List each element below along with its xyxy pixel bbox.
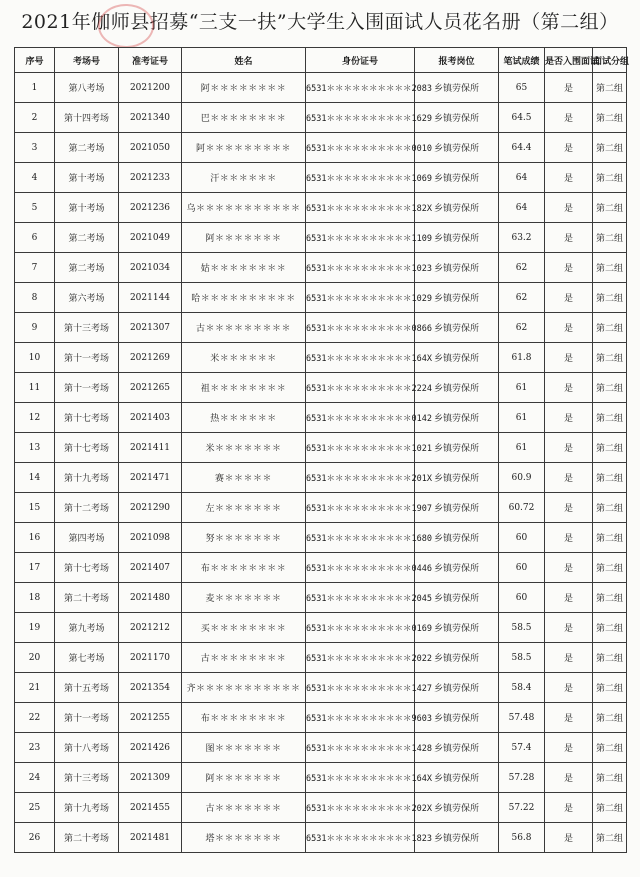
cell-id-no: 6531＊＊＊＊＊＊＊＊＊＊0169 <box>306 613 415 643</box>
cell-shortlisted: 是 <box>545 613 593 643</box>
col-header-group: 面试分组 <box>593 48 627 73</box>
cell-name: 布＊＊＊＊＊＊＊＊ <box>182 703 306 733</box>
cell-score: 60.72 <box>499 493 545 523</box>
cell-group: 第二组 <box>593 643 627 673</box>
cell-name: 赛＊＊＊＊＊ <box>182 463 306 493</box>
cell-name: 乌＊＊＊＊＊＊＊＊＊＊＊ <box>182 193 306 223</box>
cell-exam-room: 第十九考场 <box>55 463 119 493</box>
col-header-exam-room: 考场号 <box>55 48 119 73</box>
cell-exam-room: 第八考场 <box>55 73 119 103</box>
cell-ticket-no: 2021049 <box>119 223 182 253</box>
cell-position: 乡镇劳保所 <box>415 583 499 613</box>
cell-id-no: 6531＊＊＊＊＊＊＊＊＊＊202X <box>306 793 415 823</box>
table-row <box>15 223 627 253</box>
cell-score: 60.9 <box>499 463 545 493</box>
cell-position: 乡镇劳保所 <box>415 253 499 283</box>
cell-ticket-no: 2021200 <box>119 73 182 103</box>
cell-score: 58.5 <box>499 613 545 643</box>
cell-shortlisted: 是 <box>545 763 593 793</box>
table-row <box>15 763 627 793</box>
cell-shortlisted: 是 <box>545 163 593 193</box>
cell-ticket-no: 2021265 <box>119 373 182 403</box>
cell-ticket-no: 2021233 <box>119 163 182 193</box>
cell-id-no: 6531＊＊＊＊＊＊＊＊＊＊201X <box>306 463 415 493</box>
cell-score: 64.5 <box>499 103 545 133</box>
official-seal-icon <box>98 4 154 48</box>
cell-id-no: 6531＊＊＊＊＊＊＊＊＊＊1069 <box>306 163 415 193</box>
cell-exam-room: 第十一考场 <box>55 343 119 373</box>
cell-id-no: 6531＊＊＊＊＊＊＊＊＊＊164X <box>306 343 415 373</box>
cell-name: 努＊＊＊＊＊＊＊ <box>182 523 306 553</box>
cell-score: 62 <box>499 283 545 313</box>
cell-id-no: 6531＊＊＊＊＊＊＊＊＊＊2224 <box>306 373 415 403</box>
cell-position: 乡镇劳保所 <box>415 763 499 793</box>
cell-shortlisted: 是 <box>545 193 593 223</box>
cell-shortlisted: 是 <box>545 73 593 103</box>
cell-position: 乡镇劳保所 <box>415 403 499 433</box>
cell-ticket-no: 2021034 <box>119 253 182 283</box>
cell-index: 23 <box>15 733 55 763</box>
cell-exam-room: 第四考场 <box>55 523 119 553</box>
cell-score: 63.2 <box>499 223 545 253</box>
cell-ticket-no: 2021407 <box>119 553 182 583</box>
cell-position: 乡镇劳保所 <box>415 73 499 103</box>
cell-position: 乡镇劳保所 <box>415 493 499 523</box>
cell-score: 56.8 <box>499 823 545 853</box>
cell-name: 米＊＊＊＊＊＊ <box>182 343 306 373</box>
col-header-position: 报考岗位 <box>415 48 499 73</box>
cell-ticket-no: 2021290 <box>119 493 182 523</box>
cell-exam-room: 第十九考场 <box>55 793 119 823</box>
cell-index: 15 <box>15 493 55 523</box>
cell-position: 乡镇劳保所 <box>415 343 499 373</box>
cell-exam-room: 第十五考场 <box>55 673 119 703</box>
cell-name: 布＊＊＊＊＊＊＊＊ <box>182 553 306 583</box>
cell-score: 58.5 <box>499 643 545 673</box>
cell-shortlisted: 是 <box>545 553 593 583</box>
cell-id-no: 6531＊＊＊＊＊＊＊＊＊＊0866 <box>306 313 415 343</box>
cell-group: 第二组 <box>593 613 627 643</box>
cell-score: 65 <box>499 73 545 103</box>
cell-name: 买＊＊＊＊＊＊＊＊ <box>182 613 306 643</box>
cell-position: 乡镇劳保所 <box>415 523 499 553</box>
table-row <box>15 193 627 223</box>
cell-group: 第二组 <box>593 313 627 343</box>
cell-exam-room: 第十四考场 <box>55 103 119 133</box>
cell-position: 乡镇劳保所 <box>415 643 499 673</box>
cell-position: 乡镇劳保所 <box>415 433 499 463</box>
cell-group: 第二组 <box>593 343 627 373</box>
cell-score: 64.4 <box>499 133 545 163</box>
col-header-name: 姓名 <box>182 48 306 73</box>
col-header-index: 序号 <box>15 48 55 73</box>
table-row <box>15 283 627 313</box>
cell-index: 19 <box>15 613 55 643</box>
cell-shortlisted: 是 <box>545 703 593 733</box>
table-row <box>15 523 627 553</box>
cell-index: 26 <box>15 823 55 853</box>
cell-shortlisted: 是 <box>545 583 593 613</box>
table-row <box>15 433 627 463</box>
cell-exam-room: 第十八考场 <box>55 733 119 763</box>
cell-ticket-no: 2021411 <box>119 433 182 463</box>
cell-ticket-no: 2021471 <box>119 463 182 493</box>
cell-position: 乡镇劳保所 <box>415 613 499 643</box>
cell-id-no: 6531＊＊＊＊＊＊＊＊＊＊164X <box>306 763 415 793</box>
cell-exam-room: 第十一考场 <box>55 373 119 403</box>
cell-id-no: 6531＊＊＊＊＊＊＊＊＊＊1629 <box>306 103 415 133</box>
cell-shortlisted: 是 <box>545 253 593 283</box>
cell-name: 左＊＊＊＊＊＊＊ <box>182 493 306 523</box>
cell-shortlisted: 是 <box>545 133 593 163</box>
cell-score: 57.28 <box>499 763 545 793</box>
cell-group: 第二组 <box>593 523 627 553</box>
cell-position: 乡镇劳保所 <box>415 193 499 223</box>
cell-shortlisted: 是 <box>545 223 593 253</box>
table-row <box>15 733 627 763</box>
cell-ticket-no: 2021236 <box>119 193 182 223</box>
table-row <box>15 73 627 103</box>
col-header-ticket-no: 准考证号 <box>119 48 182 73</box>
cell-exam-room: 第七考场 <box>55 643 119 673</box>
cell-exam-room: 第十二考场 <box>55 493 119 523</box>
page-title: 2021年伽师县招募“三支一扶”大学生入围面试人员花名册（第二组） <box>21 11 619 33</box>
cell-group: 第二组 <box>593 463 627 493</box>
cell-ticket-no: 2021098 <box>119 523 182 553</box>
cell-position: 乡镇劳保所 <box>415 133 499 163</box>
cell-index: 20 <box>15 643 55 673</box>
cell-index: 14 <box>15 463 55 493</box>
cell-name: 汗＊＊＊＊＊＊ <box>182 163 306 193</box>
cell-group: 第二组 <box>593 793 627 823</box>
cell-group: 第二组 <box>593 283 627 313</box>
cell-name: 阿＊＊＊＊＊＊＊＊＊ <box>182 133 306 163</box>
cell-group: 第二组 <box>593 253 627 283</box>
cell-position: 乡镇劳保所 <box>415 313 499 343</box>
cell-group: 第二组 <box>593 133 627 163</box>
cell-ticket-no: 2021255 <box>119 703 182 733</box>
roster-table <box>14 47 630 853</box>
cell-score: 57.22 <box>499 793 545 823</box>
cell-ticket-no: 2021340 <box>119 103 182 133</box>
cell-ticket-no: 2021269 <box>119 343 182 373</box>
cell-name: 麦＊＊＊＊＊＊＊ <box>182 583 306 613</box>
cell-score: 64 <box>499 163 545 193</box>
cell-name: 古＊＊＊＊＊＊＊＊＊ <box>182 313 306 343</box>
cell-id-no: 6531＊＊＊＊＊＊＊＊＊＊1823 <box>306 823 415 853</box>
cell-score: 60 <box>499 523 545 553</box>
table-row <box>15 553 627 583</box>
cell-id-no: 6531＊＊＊＊＊＊＊＊＊＊0010 <box>306 133 415 163</box>
col-header-shortlisted: 是否入围面试 <box>545 48 593 73</box>
cell-exam-room: 第二十考场 <box>55 823 119 853</box>
cell-ticket-no: 2021403 <box>119 403 182 433</box>
col-header-id-no: 身份证号 <box>306 48 415 73</box>
cell-index: 16 <box>15 523 55 553</box>
cell-group: 第二组 <box>593 193 627 223</box>
cell-ticket-no: 2021480 <box>119 583 182 613</box>
table-row <box>15 643 627 673</box>
cell-index: 6 <box>15 223 55 253</box>
cell-ticket-no: 2021307 <box>119 313 182 343</box>
cell-name: 古＊＊＊＊＊＊＊ <box>182 793 306 823</box>
cell-group: 第二组 <box>593 223 627 253</box>
cell-ticket-no: 2021170 <box>119 643 182 673</box>
cell-id-no: 6531＊＊＊＊＊＊＊＊＊＊1029 <box>306 283 415 313</box>
cell-id-no: 6531＊＊＊＊＊＊＊＊＊＊1109 <box>306 223 415 253</box>
cell-score: 61.8 <box>499 343 545 373</box>
col-header-score: 笔试成绩 <box>499 48 545 73</box>
cell-name: 阿＊＊＊＊＊＊＊ <box>182 763 306 793</box>
cell-group: 第二组 <box>593 103 627 133</box>
cell-exam-room: 第二考场 <box>55 133 119 163</box>
table-row <box>15 373 627 403</box>
cell-index: 18 <box>15 583 55 613</box>
cell-index: 22 <box>15 703 55 733</box>
cell-name: 阿＊＊＊＊＊＊＊ <box>182 223 306 253</box>
cell-exam-room: 第十考场 <box>55 193 119 223</box>
cell-position: 乡镇劳保所 <box>415 733 499 763</box>
cell-name: 姑＊＊＊＊＊＊＊＊ <box>182 253 306 283</box>
cell-ticket-no: 2021354 <box>119 673 182 703</box>
cell-shortlisted: 是 <box>545 343 593 373</box>
cell-index: 10 <box>15 343 55 373</box>
cell-id-no: 6531＊＊＊＊＊＊＊＊＊＊0446 <box>306 553 415 583</box>
cell-position: 乡镇劳保所 <box>415 283 499 313</box>
cell-index: 5 <box>15 193 55 223</box>
cell-ticket-no: 2021426 <box>119 733 182 763</box>
table-row <box>15 793 627 823</box>
cell-name: 祖＊＊＊＊＊＊＊＊ <box>182 373 306 403</box>
cell-group: 第二组 <box>593 163 627 193</box>
cell-index: 12 <box>15 403 55 433</box>
cell-group: 第二组 <box>593 373 627 403</box>
cell-group: 第二组 <box>593 673 627 703</box>
cell-shortlisted: 是 <box>545 373 593 403</box>
table-row <box>15 613 627 643</box>
cell-exam-room: 第二考场 <box>55 253 119 283</box>
cell-shortlisted: 是 <box>545 673 593 703</box>
cell-group: 第二组 <box>593 583 627 613</box>
cell-group: 第二组 <box>593 733 627 763</box>
cell-index: 8 <box>15 283 55 313</box>
cell-id-no: 6531＊＊＊＊＊＊＊＊＊＊1907 <box>306 493 415 523</box>
table-row <box>15 343 627 373</box>
cell-exam-room: 第九考场 <box>55 613 119 643</box>
cell-position: 乡镇劳保所 <box>415 103 499 133</box>
table-row <box>15 493 627 523</box>
cell-exam-room: 第十七考场 <box>55 553 119 583</box>
cell-exam-room: 第十一考场 <box>55 703 119 733</box>
cell-index: 9 <box>15 313 55 343</box>
cell-id-no: 6531＊＊＊＊＊＊＊＊＊＊0142 <box>306 403 415 433</box>
cell-exam-room: 第十七考场 <box>55 403 119 433</box>
cell-id-no: 6531＊＊＊＊＊＊＊＊＊＊1021 <box>306 433 415 463</box>
table-row <box>15 583 627 613</box>
cell-name: 热＊＊＊＊＊＊ <box>182 403 306 433</box>
cell-name: 哈＊＊＊＊＊＊＊＊＊＊ <box>182 283 306 313</box>
cell-index: 7 <box>15 253 55 283</box>
cell-ticket-no: 2021050 <box>119 133 182 163</box>
cell-shortlisted: 是 <box>545 523 593 553</box>
cell-group: 第二组 <box>593 433 627 463</box>
cell-index: 21 <box>15 673 55 703</box>
cell-exam-room: 第十三考场 <box>55 313 119 343</box>
cell-score: 64 <box>499 193 545 223</box>
cell-score: 57.48 <box>499 703 545 733</box>
cell-index: 1 <box>15 73 55 103</box>
cell-id-no: 6531＊＊＊＊＊＊＊＊＊＊2083 <box>306 73 415 103</box>
cell-position: 乡镇劳保所 <box>415 793 499 823</box>
cell-index: 2 <box>15 103 55 133</box>
cell-score: 58.4 <box>499 673 545 703</box>
cell-ticket-no: 2021481 <box>119 823 182 853</box>
cell-index: 17 <box>15 553 55 583</box>
cell-shortlisted: 是 <box>545 733 593 763</box>
table-row <box>15 673 627 703</box>
cell-name: 米＊＊＊＊＊＊＊ <box>182 433 306 463</box>
cell-id-no: 6531＊＊＊＊＊＊＊＊＊＊2045 <box>306 583 415 613</box>
cell-score: 62 <box>499 253 545 283</box>
cell-index: 4 <box>15 163 55 193</box>
cell-shortlisted: 是 <box>545 313 593 343</box>
cell-position: 乡镇劳保所 <box>415 373 499 403</box>
cell-shortlisted: 是 <box>545 103 593 133</box>
cell-group: 第二组 <box>593 553 627 583</box>
cell-group: 第二组 <box>593 763 627 793</box>
cell-shortlisted: 是 <box>545 433 593 463</box>
table-row <box>15 163 627 193</box>
cell-position: 乡镇劳保所 <box>415 673 499 703</box>
table-header-row <box>15 48 627 73</box>
cell-ticket-no: 2021455 <box>119 793 182 823</box>
cell-score: 57.4 <box>499 733 545 763</box>
table-row <box>15 403 627 433</box>
cell-index: 25 <box>15 793 55 823</box>
cell-name: 古＊＊＊＊＊＊＊＊ <box>182 643 306 673</box>
table-row <box>15 253 627 283</box>
table-row <box>15 463 627 493</box>
table-row <box>15 313 627 343</box>
cell-exam-room: 第十七考场 <box>55 433 119 463</box>
table-row <box>15 823 627 853</box>
cell-name: 阿＊＊＊＊＊＊＊＊ <box>182 73 306 103</box>
cell-exam-room: 第十三考场 <box>55 763 119 793</box>
cell-shortlisted: 是 <box>545 463 593 493</box>
cell-score: 60 <box>499 553 545 583</box>
cell-score: 61 <box>499 373 545 403</box>
cell-index: 13 <box>15 433 55 463</box>
cell-group: 第二组 <box>593 823 627 853</box>
cell-position: 乡镇劳保所 <box>415 223 499 253</box>
table-row <box>15 103 627 133</box>
cell-shortlisted: 是 <box>545 493 593 523</box>
cell-id-no: 6531＊＊＊＊＊＊＊＊＊＊2022 <box>306 643 415 673</box>
cell-index: 3 <box>15 133 55 163</box>
cell-id-no: 6531＊＊＊＊＊＊＊＊＊＊1023 <box>306 253 415 283</box>
cell-score: 61 <box>499 433 545 463</box>
cell-position: 乡镇劳保所 <box>415 553 499 583</box>
cell-name: 巴＊＊＊＊＊＊＊＊ <box>182 103 306 133</box>
cell-position: 乡镇劳保所 <box>415 163 499 193</box>
cell-index: 11 <box>15 373 55 403</box>
cell-id-no: 6531＊＊＊＊＊＊＊＊＊＊1680 <box>306 523 415 553</box>
cell-name: 塔＊＊＊＊＊＊＊ <box>182 823 306 853</box>
cell-position: 乡镇劳保所 <box>415 703 499 733</box>
cell-exam-room: 第二考场 <box>55 223 119 253</box>
cell-score: 62 <box>499 313 545 343</box>
cell-group: 第二组 <box>593 403 627 433</box>
cell-ticket-no: 2021144 <box>119 283 182 313</box>
cell-position: 乡镇劳保所 <box>415 463 499 493</box>
table-row <box>15 133 627 163</box>
cell-id-no: 6531＊＊＊＊＊＊＊＊＊＊1428 <box>306 733 415 763</box>
cell-group: 第二组 <box>593 493 627 523</box>
cell-group: 第二组 <box>593 703 627 733</box>
cell-score: 61 <box>499 403 545 433</box>
cell-name: 齐＊＊＊＊＊＊＊＊＊＊＊ <box>182 673 306 703</box>
cell-id-no: 6531＊＊＊＊＊＊＊＊＊＊9603 <box>306 703 415 733</box>
cell-position: 乡镇劳保所 <box>415 823 499 853</box>
cell-score: 60 <box>499 583 545 613</box>
cell-shortlisted: 是 <box>545 283 593 313</box>
cell-shortlisted: 是 <box>545 403 593 433</box>
cell-ticket-no: 2021309 <box>119 763 182 793</box>
table-row <box>15 703 627 733</box>
cell-group: 第二组 <box>593 73 627 103</box>
cell-shortlisted: 是 <box>545 643 593 673</box>
cell-name: 图＊＊＊＊＊＊＊ <box>182 733 306 763</box>
cell-shortlisted: 是 <box>545 823 593 853</box>
cell-id-no: 6531＊＊＊＊＊＊＊＊＊＊182X <box>306 193 415 223</box>
cell-ticket-no: 2021212 <box>119 613 182 643</box>
cell-exam-room: 第六考场 <box>55 283 119 313</box>
cell-index: 24 <box>15 763 55 793</box>
cell-exam-room: 第二十考场 <box>55 583 119 613</box>
cell-exam-room: 第十考场 <box>55 163 119 193</box>
cell-id-no: 6531＊＊＊＊＊＊＊＊＊＊1427 <box>306 673 415 703</box>
cell-shortlisted: 是 <box>545 793 593 823</box>
